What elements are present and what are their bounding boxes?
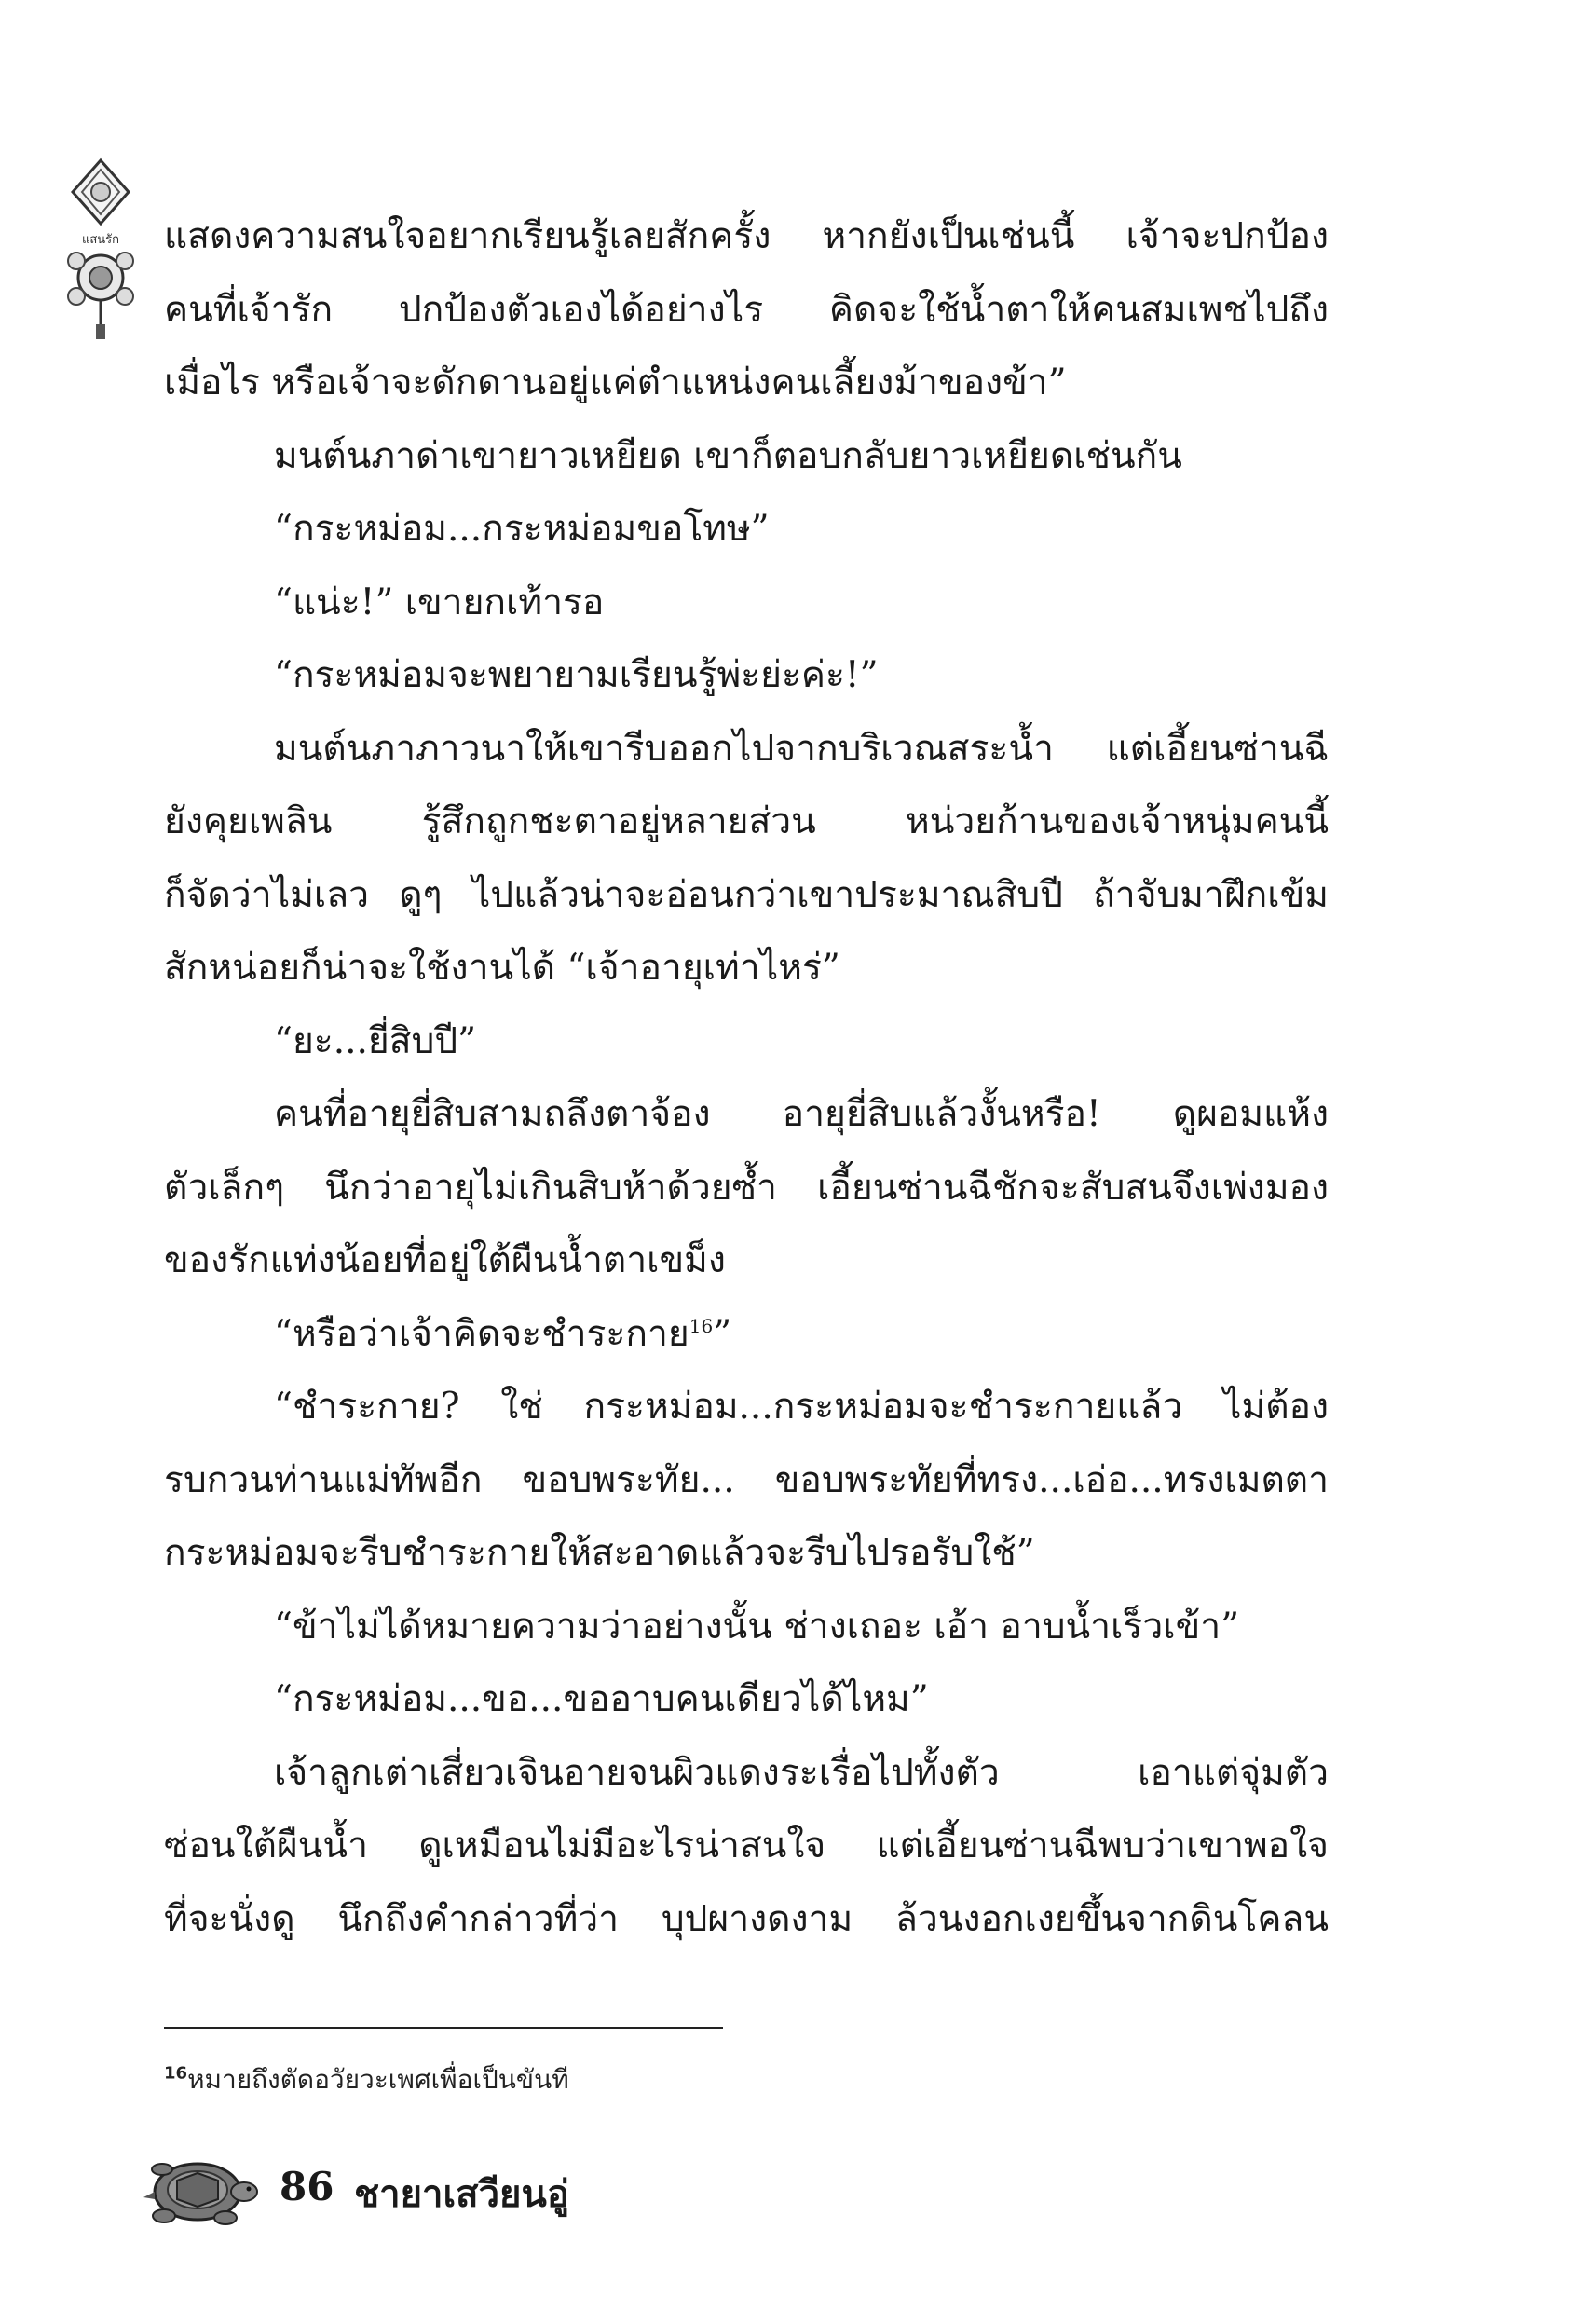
text-line xyxy=(164,639,1329,713)
footnote-text: หมายถึงตัดอวัยวะเพศเพื่อเป็นขันที xyxy=(187,2064,569,2095)
text-line-content: กระหม่อมจะรีบชำระกายให้สะอาดแล้วจะรีบไปรอรับใช้” xyxy=(164,1532,1035,1574)
turtle-icon xyxy=(140,2143,261,2232)
footnote-reference: 16 xyxy=(689,1314,714,1337)
text-line xyxy=(164,1663,1329,1737)
text-line-content: ก็จัดว่าไม่เลว ดูๆ ไปแล้วน่าจะอ่อนกว่าเขาประมาณสิบปี ถ้าจับมาฝึกเข้ม xyxy=(164,873,1329,916)
text-line xyxy=(164,1883,1329,1957)
footnote-divider xyxy=(164,2027,723,2029)
text-line-content: ของรักแท่งน้อยที่อยู่ใต้ผืนน้ำตาเขม็ง xyxy=(164,1239,726,1281)
text-line xyxy=(164,1005,1329,1079)
text-line xyxy=(164,1371,1329,1444)
text-line xyxy=(164,1737,1329,1811)
text-line-content: “หรือว่าเจ้าคิดจะชำระกาย xyxy=(274,1312,689,1355)
text-line-content: แสดงความสนใจอยากเรียนรู้เลยสักครั้ง หากยังเป็นเช่นนี้ เจ้าจะปกป้อง xyxy=(164,215,1329,257)
text-line xyxy=(164,567,1329,640)
text-line xyxy=(164,1444,1329,1518)
text-line xyxy=(164,1224,1329,1298)
text-line xyxy=(164,1078,1329,1152)
text-line xyxy=(164,274,1329,348)
text-line-content: “ข้าไม่ได้หมายความว่าอย่างนั้น ช่างเถอะ เอ้า อาบน้ำเร็วเข้า” xyxy=(274,1605,1240,1648)
text-line xyxy=(164,347,1329,420)
text-line-content: “กระหม่อม...กระหม่อมขอโทษ” xyxy=(274,508,770,550)
text-line xyxy=(164,859,1329,933)
floral-diamond-emblem-icon xyxy=(63,157,138,343)
text-line xyxy=(164,932,1329,1005)
text-line xyxy=(164,200,1329,274)
text-line-content: คนที่อายุยี่สิบสามถลึงตาจ้อง อายุยี่สิบแล้วงั้นหรือ! ดูผอมแห้ง xyxy=(274,1093,1329,1135)
text-line xyxy=(164,1298,1329,1372)
text-line xyxy=(164,713,1329,786)
chapter-ornament xyxy=(63,157,138,343)
text-line xyxy=(164,420,1329,494)
text-line-content: “กระหม่อม...ขอ...ขออาบคนเดียวได้ไหม” xyxy=(274,1678,929,1720)
text-line-content: “ชำระกาย? ใช่ กระหม่อม...กระหม่อมจะชำระกายแล้ว ไม่ต้อง xyxy=(274,1386,1329,1428)
footnote-number: 16 xyxy=(164,2063,188,2084)
text-line xyxy=(164,1591,1329,1664)
text-line xyxy=(164,493,1329,567)
text-line-content: ตัวเล็กๆ นึกว่าอายุไม่เกินสิบห้าด้วยซ้ำ เอี้ยนซ่านฉีชักจะสับสนจึงเพ่งมอง xyxy=(164,1166,1329,1209)
text-line xyxy=(164,786,1329,859)
text-line-content: เจ้าลูกเต่าเสี่ยวเจินอายจนผิวแดงระเรื่อไปทั้งตัว เอาแต่จุ่มตัว xyxy=(274,1751,1329,1794)
text-line-content: “แน่ะ!” เขายกเท้ารอ xyxy=(274,581,605,623)
text-line-content: สักหน่อยก็น่าจะใช้งานได้ “เจ้าอายุเท่าไหร่” xyxy=(164,947,840,989)
text-line-content: “กระหม่อมจะพยายามเรียนรู้พ่ะย่ะค่ะ!” xyxy=(274,654,879,696)
text-line xyxy=(164,1152,1329,1225)
text-line-content: ที่จะนั่งดู นึกถึงคำกล่าวที่ว่า บุปผางดงาม ล้วนงอกเงยขึ้นจากดินโคลน xyxy=(164,1897,1329,1940)
text-line-content: มนต์นภาด่าเขายาวเหยียด เขาก็ตอบกลับยาวเหยียดเช่นกัน xyxy=(274,434,1182,477)
text-line-content: คนที่เจ้ารัก ปกป้องตัวเองได้อย่างไร คิดจะใช้น้ำตาให้คนสมเพชไปถึง xyxy=(164,288,1329,331)
book-title: ชายาเสวียนอู่ xyxy=(354,2173,569,2216)
text-line-content: ยังคุยเพลิน รู้สึกถูกชะตาอยู่หลายส่วน หน่วยก้านของเจ้าหนุ่มคนนี้ xyxy=(164,800,1329,842)
text-line-content: รบกวนท่านแม่ทัพอีก ขอบพระทัย... ขอบพระทัยที่ทรง...เอ่อ...ทรงเมตตา xyxy=(164,1458,1329,1501)
text-line-content: ซ่อนใต้ผืนน้ำ ดูเหมือนไม่มีอะไรน่าสนใจ แต่เอี้ยนซ่านฉีพบว่าเขาพอใจ xyxy=(164,1825,1329,1867)
footnote xyxy=(164,2059,569,2100)
page-number: 86 xyxy=(280,2164,334,2209)
text-line xyxy=(164,1517,1329,1591)
text-line-content: “ยะ...ยี่สิบปี” xyxy=(274,1019,477,1062)
text-line-content: เมื่อไร หรือเจ้าจะดักดานอยู่แค่ตำแหน่งคนเลี้ยงม้าของข้า” xyxy=(164,362,1067,403)
ornament-label: แสนรัก xyxy=(81,233,120,247)
closing-quote: ” xyxy=(713,1312,732,1355)
text-line-content: มนต์นภาภาวนาให้เขารีบออกไปจากบริเวณสระน้ำ แต่เอี้ยนซ่านฉี xyxy=(274,727,1329,770)
page-footer xyxy=(140,2143,699,2236)
body-text xyxy=(164,200,1329,1956)
text-line xyxy=(164,1810,1329,1883)
